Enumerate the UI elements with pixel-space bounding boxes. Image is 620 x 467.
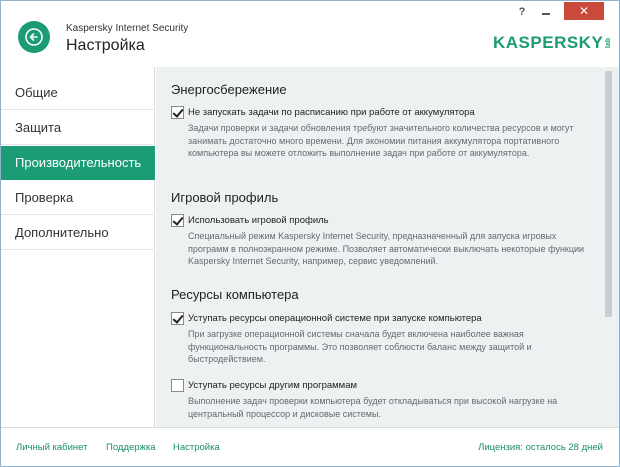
- logo-text: KASPERSKY: [493, 33, 604, 52]
- footer: [1, 427, 620, 467]
- option-label[interactable]: Не запускать задачи по расписанию при работе от аккумулятора: [188, 106, 475, 118]
- section-title-computer-resources: Ресурсы компьютера: [171, 287, 299, 302]
- app-name: Kaspersky Internet Security: [66, 23, 189, 34]
- option-description: Задачи проверки и задачи обновления требуют значительного количества ресурсов и могут занимать достаточно много времени. Для экономии питания аккумулятора портативного компьютера вы можете отложить выполнение задач при работе от аккумулятора.: [188, 123, 574, 158]
- option-label[interactable]: Использовать игровой профиль: [188, 214, 329, 226]
- checkbox-os-startup[interactable]: [171, 312, 184, 325]
- option-row-battery[interactable]: [171, 105, 475, 119]
- section-title-power-saving: Энергосбережение: [171, 82, 287, 97]
- option-row-os-startup[interactable]: [171, 311, 482, 325]
- window-header: [1, 1, 620, 67]
- section-title-gaming-profile: Игровой профиль: [171, 190, 279, 205]
- license-status[interactable]: Лицензия: осталось 28 дней: [478, 442, 603, 453]
- page-title: Настройка: [66, 37, 145, 54]
- sidebar: [1, 67, 155, 427]
- sidebar-item-performance[interactable]: Производительность: [1, 146, 155, 180]
- minimize-button[interactable]: [537, 4, 555, 18]
- option-label[interactable]: Уступать ресурсы другим программам: [188, 379, 358, 391]
- option-description: Выполнение задач проверки компьютера будет откладываться при высокой нагрузке на центральный процессор и дисковые системы.: [188, 396, 558, 419]
- back-button[interactable]: [18, 21, 50, 53]
- checkbox-gaming[interactable]: [171, 214, 184, 227]
- settings-content: [156, 67, 619, 427]
- footer-link-support[interactable]: Поддержка: [106, 442, 156, 453]
- footer-link-my-account[interactable]: Личный кабинет: [16, 442, 88, 453]
- checkbox-battery[interactable]: [171, 106, 184, 119]
- option-label[interactable]: Уступать ресурсы операционной системе при запуске компьютера: [188, 312, 482, 324]
- sidebar-item-scan[interactable]: Проверка: [1, 181, 155, 215]
- arrow-left-icon: [25, 28, 43, 46]
- sidebar-item-general[interactable]: Общие: [1, 76, 155, 110]
- sidebar-item-protection[interactable]: Защита: [1, 111, 155, 145]
- option-description: Специальный режим Kaspersky Internet Security, предназначенный для запуска игровых программ в полноэкранном режиме. Позволяет автоматически выключать некоторые функции Kaspersky Internet Security, например, сервис уведомлений.: [188, 231, 585, 266]
- option-row-gaming[interactable]: [171, 213, 329, 227]
- checkbox-other-programs[interactable]: [171, 379, 184, 392]
- footer-link-settings[interactable]: Настройка: [173, 442, 220, 453]
- option-row-other-programs[interactable]: [171, 378, 357, 392]
- close-button[interactable]: ✕: [564, 2, 604, 20]
- kaspersky-logo: [493, 33, 613, 53]
- scrollbar-thumb[interactable]: [605, 71, 612, 317]
- sidebar-item-additional[interactable]: Дополнительно: [1, 216, 155, 250]
- option-description: При загрузке операционной системы сначала будет включена наиболее важная функциональность программы. Это позволяет соблюсти баланс между защитой и быстродействием.: [188, 329, 532, 364]
- help-button[interactable]: ?: [518, 6, 526, 18]
- logo-lab: lab: [605, 37, 613, 49]
